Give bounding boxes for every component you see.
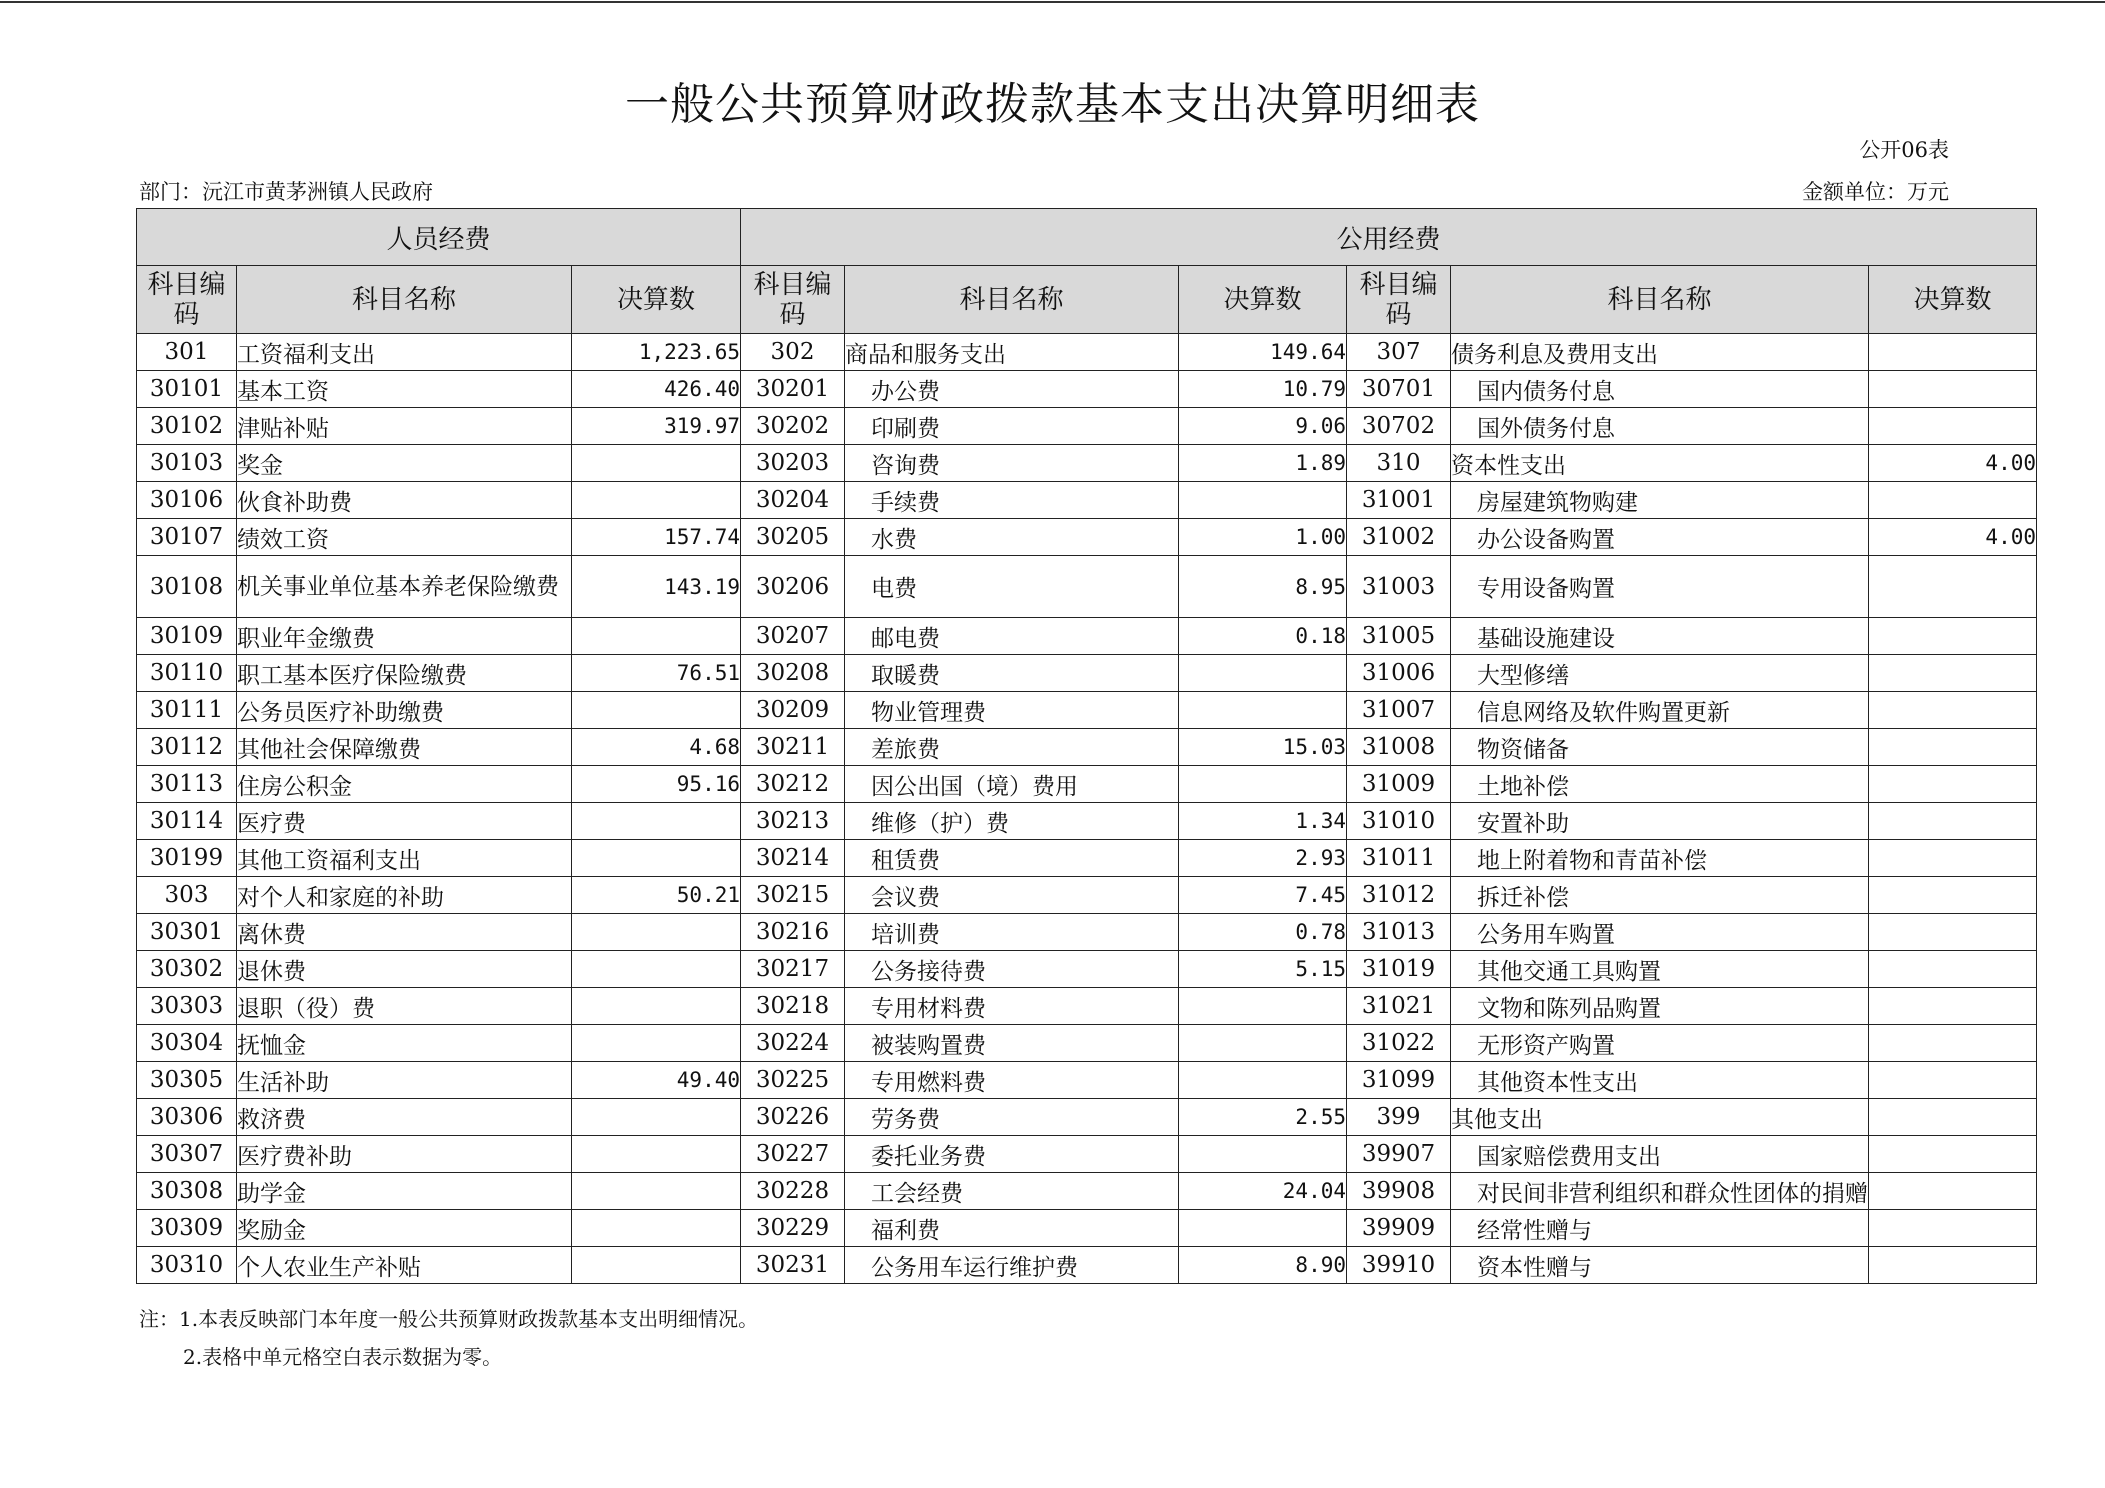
amount-cell xyxy=(1869,408,2037,445)
subject-name-cell: 医疗费补助 xyxy=(237,1136,572,1173)
subject-name-cell: 房屋建筑物购建 xyxy=(1451,482,1869,519)
amount-cell: 1.34 xyxy=(1179,803,1347,840)
amount-cell xyxy=(1179,1136,1347,1173)
amount-cell xyxy=(1869,655,2037,692)
amount-cell xyxy=(572,1136,741,1173)
amount-cell xyxy=(1179,692,1347,729)
subject-code-cell: 31006 xyxy=(1347,655,1451,692)
table-row xyxy=(137,766,2037,803)
subject-name-cell: 公务接待费 xyxy=(845,951,1179,988)
subject-code-cell: 30309 xyxy=(137,1210,237,1247)
subject-code-cell: 30211 xyxy=(741,729,845,766)
amount-cell xyxy=(572,803,741,840)
subject-name-cell: 安置补助 xyxy=(1451,803,1869,840)
amount-cell xyxy=(1869,556,2037,618)
subject-name-cell: 工会经费 xyxy=(845,1173,1179,1210)
subject-code-cell: 30205 xyxy=(741,519,845,556)
subject-name-cell: 工资福利支出 xyxy=(237,334,572,371)
subject-code-cell: 31012 xyxy=(1347,877,1451,914)
subject-name-cell: 机关事业单位基本养老保险缴费 xyxy=(237,556,572,618)
amount-cell xyxy=(572,618,741,655)
subject-name-cell: 公务员医疗补助缴费 xyxy=(237,692,572,729)
subject-code-cell: 30207 xyxy=(741,618,845,655)
subject-code-cell: 30307 xyxy=(137,1136,237,1173)
subject-name-cell: 其他工资福利支出 xyxy=(237,840,572,877)
subject-code-cell: 30103 xyxy=(137,445,237,482)
amount-cell xyxy=(1869,1173,2037,1210)
table-row xyxy=(137,1210,2037,1247)
subject-code-cell: 399 xyxy=(1347,1099,1451,1136)
amount-cell xyxy=(572,988,741,1025)
subject-name-cell: 经常性赠与 xyxy=(1451,1210,1869,1247)
amount-cell xyxy=(1869,766,2037,803)
amount-cell xyxy=(1869,1136,2037,1173)
amount-cell: 4.00 xyxy=(1869,519,2037,556)
subject-name-cell: 会议费 xyxy=(845,877,1179,914)
subject-code-cell: 31010 xyxy=(1347,803,1451,840)
section-header-public: 公用经费 xyxy=(741,209,2037,266)
subject-name-cell: 住房公积金 xyxy=(237,766,572,803)
amount-cell: 15.03 xyxy=(1179,729,1347,766)
table-row xyxy=(137,988,2037,1025)
column-header-amount: 决算数 xyxy=(1179,266,1347,334)
amount-cell xyxy=(1869,1062,2037,1099)
subject-code-cell: 30114 xyxy=(137,803,237,840)
table-row xyxy=(137,692,2037,729)
table-row xyxy=(137,1099,2037,1136)
subject-code-cell: 39907 xyxy=(1347,1136,1451,1173)
subject-code-cell: 30302 xyxy=(137,951,237,988)
subject-name-cell: 专用材料费 xyxy=(845,988,1179,1025)
subject-name-cell: 水费 xyxy=(845,519,1179,556)
amount-cell xyxy=(572,692,741,729)
subject-name-cell: 地上附着物和青苗补偿 xyxy=(1451,840,1869,877)
amount-cell xyxy=(1869,729,2037,766)
subject-name-cell: 委托业务费 xyxy=(845,1136,1179,1173)
subject-code-cell: 31021 xyxy=(1347,988,1451,1025)
subject-name-cell: 职业年金缴费 xyxy=(237,618,572,655)
amount-cell: 9.06 xyxy=(1179,408,1347,445)
subject-name-cell: 文物和陈列品购置 xyxy=(1451,988,1869,1025)
table-row xyxy=(137,482,2037,519)
subject-code-cell: 30214 xyxy=(741,840,845,877)
amount-cell xyxy=(572,1173,741,1210)
column-header-amount: 决算数 xyxy=(1869,266,2037,334)
amount-cell xyxy=(1869,1099,2037,1136)
subject-code-cell: 31008 xyxy=(1347,729,1451,766)
amount-cell xyxy=(572,951,741,988)
amount-unit-label: 金额单位：万元 xyxy=(1802,180,1949,204)
subject-name-cell: 基本工资 xyxy=(237,371,572,408)
amount-cell xyxy=(1179,1062,1347,1099)
subject-code-cell: 31009 xyxy=(1347,766,1451,803)
subject-code-cell: 30107 xyxy=(137,519,237,556)
subject-name-cell: 其他交通工具购置 xyxy=(1451,951,1869,988)
subject-code-cell: 30106 xyxy=(137,482,237,519)
subject-name-cell: 专用燃料费 xyxy=(845,1062,1179,1099)
subject-code-cell: 30209 xyxy=(741,692,845,729)
subject-name-cell: 其他资本性支出 xyxy=(1451,1062,1869,1099)
subject-name-cell: 津贴补贴 xyxy=(237,408,572,445)
note-line: 2.表格中单元格空白表示数据为零。 xyxy=(183,1345,503,1369)
subject-name-cell: 抚恤金 xyxy=(237,1025,572,1062)
subject-code-cell: 31002 xyxy=(1347,519,1451,556)
amount-cell xyxy=(572,1099,741,1136)
amount-cell xyxy=(1869,840,2037,877)
subject-code-cell: 31022 xyxy=(1347,1025,1451,1062)
table-notes xyxy=(139,1300,758,1376)
subject-code-cell: 30109 xyxy=(137,618,237,655)
subject-name-cell: 邮电费 xyxy=(845,618,1179,655)
amount-cell: 2.55 xyxy=(1179,1099,1347,1136)
subject-code-cell: 30203 xyxy=(741,445,845,482)
amount-cell xyxy=(1869,803,2037,840)
subject-name-cell: 印刷费 xyxy=(845,408,1179,445)
subject-code-cell: 30306 xyxy=(137,1099,237,1136)
amount-cell xyxy=(572,1025,741,1062)
subject-code-cell: 302 xyxy=(741,334,845,371)
subject-name-cell: 伙食补助费 xyxy=(237,482,572,519)
amount-cell xyxy=(1179,766,1347,803)
subject-name-cell: 因公出国（境）费用 xyxy=(845,766,1179,803)
subject-code-cell: 30112 xyxy=(137,729,237,766)
amount-cell: 0.78 xyxy=(1179,914,1347,951)
amount-cell xyxy=(1869,1025,2037,1062)
subject-code-cell: 30231 xyxy=(741,1247,845,1284)
subject-code-cell: 303 xyxy=(137,877,237,914)
table-row xyxy=(137,877,2037,914)
subject-code-cell: 30110 xyxy=(137,655,237,692)
subject-code-cell: 310 xyxy=(1347,445,1451,482)
subject-name-cell: 绩效工资 xyxy=(237,519,572,556)
subject-name-cell: 生活补助 xyxy=(237,1062,572,1099)
subject-name-cell: 办公费 xyxy=(845,371,1179,408)
subject-code-cell: 30208 xyxy=(741,655,845,692)
subject-name-cell: 租赁费 xyxy=(845,840,1179,877)
subject-name-cell: 奖金 xyxy=(237,445,572,482)
amount-cell: 4.00 xyxy=(1869,445,2037,482)
subject-code-cell: 301 xyxy=(137,334,237,371)
amount-cell: 95.16 xyxy=(572,766,741,803)
subject-name-cell: 基础设施建设 xyxy=(1451,618,1869,655)
subject-name-cell: 手续费 xyxy=(845,482,1179,519)
subject-code-cell: 31001 xyxy=(1347,482,1451,519)
amount-cell xyxy=(572,482,741,519)
subject-code-cell: 30102 xyxy=(137,408,237,445)
subject-name-cell: 个人农业生产补贴 xyxy=(237,1247,572,1284)
amount-cell xyxy=(1179,655,1347,692)
subject-name-cell: 国家赔偿费用支出 xyxy=(1451,1136,1869,1173)
subject-name-cell: 福利费 xyxy=(845,1210,1179,1247)
form-code: 公开06表 xyxy=(1859,138,1949,162)
table-row xyxy=(137,803,2037,840)
expenditure-detail-table xyxy=(136,208,2037,1284)
amount-cell: 1.00 xyxy=(1179,519,1347,556)
subject-name-cell: 咨询费 xyxy=(845,445,1179,482)
amount-cell: 157.74 xyxy=(572,519,741,556)
amount-cell xyxy=(1869,988,2037,1025)
subject-code-cell: 30213 xyxy=(741,803,845,840)
amount-cell xyxy=(1179,1210,1347,1247)
table-row xyxy=(137,914,2037,951)
amount-cell: 1,223.65 xyxy=(572,334,741,371)
column-header-code: 科目编码 xyxy=(1347,266,1451,334)
subject-code-cell: 307 xyxy=(1347,334,1451,371)
amount-cell xyxy=(1869,371,2037,408)
subject-code-cell: 30227 xyxy=(741,1136,845,1173)
amount-cell: 143.19 xyxy=(572,556,741,618)
amount-cell xyxy=(1869,692,2037,729)
subject-code-cell: 30204 xyxy=(741,482,845,519)
amount-cell: 8.90 xyxy=(1179,1247,1347,1284)
subject-code-cell: 31019 xyxy=(1347,951,1451,988)
amount-cell: 149.64 xyxy=(1179,334,1347,371)
amount-cell xyxy=(1869,951,2037,988)
amount-cell: 426.40 xyxy=(572,371,741,408)
amount-cell: 0.18 xyxy=(1179,618,1347,655)
subject-name-cell: 电费 xyxy=(845,556,1179,618)
subject-code-cell: 30218 xyxy=(741,988,845,1025)
table-row xyxy=(137,408,2037,445)
table-row xyxy=(137,1173,2037,1210)
subject-code-cell: 39909 xyxy=(1347,1210,1451,1247)
subject-code-cell: 30212 xyxy=(741,766,845,803)
amount-cell xyxy=(1869,618,2037,655)
subject-name-cell: 债务利息及费用支出 xyxy=(1451,334,1869,371)
subject-code-cell: 30111 xyxy=(137,692,237,729)
subject-name-cell: 办公设备购置 xyxy=(1451,519,1869,556)
subject-code-cell: 30101 xyxy=(137,371,237,408)
amount-cell: 49.40 xyxy=(572,1062,741,1099)
amount-cell: 10.79 xyxy=(1179,371,1347,408)
subject-code-cell: 31005 xyxy=(1347,618,1451,655)
table-row xyxy=(137,1247,2037,1284)
subject-code-cell: 31099 xyxy=(1347,1062,1451,1099)
subject-name-cell: 其他社会保障缴费 xyxy=(237,729,572,766)
subject-code-cell: 30108 xyxy=(137,556,237,618)
report-title: 一般公共预算财政拨款基本支出决算明细表 xyxy=(625,79,1480,130)
subject-code-cell: 39908 xyxy=(1347,1173,1451,1210)
table-row xyxy=(137,1025,2037,1062)
column-header-name: 科目名称 xyxy=(237,266,572,334)
subject-code-cell: 30702 xyxy=(1347,408,1451,445)
subject-code-cell: 30305 xyxy=(137,1062,237,1099)
subject-name-cell: 对民间非营利组织和群众性团体的捐赠 xyxy=(1451,1173,1869,1210)
note-line: 注：1.本表反映部门本年度一般公共预算财政拨款基本支出明细情况。 xyxy=(139,1307,759,1331)
subject-name-cell: 物业管理费 xyxy=(845,692,1179,729)
amount-cell xyxy=(572,840,741,877)
amount-cell xyxy=(1869,482,2037,519)
amount-cell xyxy=(572,1210,741,1247)
subject-code-cell: 31003 xyxy=(1347,556,1451,618)
amount-cell xyxy=(1869,1210,2037,1247)
amount-cell: 4.68 xyxy=(572,729,741,766)
subject-code-cell: 30701 xyxy=(1347,371,1451,408)
table-row xyxy=(137,556,2037,618)
subject-code-cell: 30215 xyxy=(741,877,845,914)
subject-name-cell: 土地补偿 xyxy=(1451,766,1869,803)
subject-name-cell: 被装购置费 xyxy=(845,1025,1179,1062)
subject-name-cell: 国外债务付息 xyxy=(1451,408,1869,445)
subject-code-cell: 30303 xyxy=(137,988,237,1025)
subject-name-cell: 差旅费 xyxy=(845,729,1179,766)
subject-name-cell: 职工基本医疗保险缴费 xyxy=(237,655,572,692)
subject-name-cell: 退职（役）费 xyxy=(237,988,572,1025)
amount-cell xyxy=(572,914,741,951)
subject-code-cell: 30225 xyxy=(741,1062,845,1099)
table-row xyxy=(137,618,2037,655)
subject-code-cell: 30229 xyxy=(741,1210,845,1247)
amount-cell: 5.15 xyxy=(1179,951,1347,988)
amount-cell: 7.45 xyxy=(1179,877,1347,914)
column-header-name: 科目名称 xyxy=(845,266,1179,334)
amount-cell xyxy=(1179,482,1347,519)
amount-cell xyxy=(1869,877,2037,914)
subject-name-cell: 其他支出 xyxy=(1451,1099,1869,1136)
table-body xyxy=(137,334,2037,1284)
subject-name-cell: 奖励金 xyxy=(237,1210,572,1247)
subject-code-cell: 30226 xyxy=(741,1099,845,1136)
subject-code-cell: 30224 xyxy=(741,1025,845,1062)
amount-cell: 24.04 xyxy=(1179,1173,1347,1210)
amount-cell xyxy=(572,445,741,482)
table-row xyxy=(137,445,2037,482)
subject-name-cell: 信息网络及软件购置更新 xyxy=(1451,692,1869,729)
table-row xyxy=(137,519,2037,556)
section-header-personnel: 人员经费 xyxy=(137,209,741,266)
subject-name-cell: 专用设备购置 xyxy=(1451,556,1869,618)
column-header-code: 科目编码 xyxy=(741,266,845,334)
table-row xyxy=(137,334,2037,371)
subject-code-cell: 30199 xyxy=(137,840,237,877)
department-label: 部门：沅江市黄茅洲镇人民政府 xyxy=(139,180,433,204)
subject-code-cell: 30202 xyxy=(741,408,845,445)
subject-code-cell: 30228 xyxy=(741,1173,845,1210)
subject-code-cell: 30217 xyxy=(741,951,845,988)
top-border-line xyxy=(0,1,2105,3)
amount-cell xyxy=(1869,334,2037,371)
table-row xyxy=(137,371,2037,408)
table-row xyxy=(137,655,2037,692)
subject-name-cell: 公务用车运行维护费 xyxy=(845,1247,1179,1284)
subject-name-cell: 资本性赠与 xyxy=(1451,1247,1869,1284)
table-row xyxy=(137,1136,2037,1173)
subject-name-cell: 大型修缮 xyxy=(1451,655,1869,692)
subject-name-cell: 救济费 xyxy=(237,1099,572,1136)
subject-name-cell: 物资储备 xyxy=(1451,729,1869,766)
subject-name-cell: 对个人和家庭的补助 xyxy=(237,877,572,914)
subject-code-cell: 31011 xyxy=(1347,840,1451,877)
subject-code-cell: 30206 xyxy=(741,556,845,618)
table-row xyxy=(137,951,2037,988)
amount-cell: 319.97 xyxy=(572,408,741,445)
subject-code-cell: 30304 xyxy=(137,1025,237,1062)
amount-cell: 1.89 xyxy=(1179,445,1347,482)
subject-name-cell: 助学金 xyxy=(237,1173,572,1210)
subject-name-cell: 国内债务付息 xyxy=(1451,371,1869,408)
table-row xyxy=(137,1062,2037,1099)
subject-code-cell: 30113 xyxy=(137,766,237,803)
subject-name-cell: 无形资产购置 xyxy=(1451,1025,1869,1062)
subject-code-cell: 39910 xyxy=(1347,1247,1451,1284)
subject-name-cell: 商品和服务支出 xyxy=(845,334,1179,371)
column-header-code: 科目编码 xyxy=(137,266,237,334)
subject-name-cell: 退休费 xyxy=(237,951,572,988)
subject-name-cell: 公务用车购置 xyxy=(1451,914,1869,951)
subject-code-cell: 30310 xyxy=(137,1247,237,1284)
subject-code-cell: 31007 xyxy=(1347,692,1451,729)
table-row xyxy=(137,729,2037,766)
amount-cell: 50.21 xyxy=(572,877,741,914)
subject-name-cell: 劳务费 xyxy=(845,1099,1179,1136)
amount-cell: 2.93 xyxy=(1179,840,1347,877)
subject-name-cell: 取暖费 xyxy=(845,655,1179,692)
subject-name-cell: 资本性支出 xyxy=(1451,445,1869,482)
amount-cell xyxy=(1179,1025,1347,1062)
column-header-amount: 决算数 xyxy=(572,266,741,334)
amount-cell: 76.51 xyxy=(572,655,741,692)
amount-cell: 8.95 xyxy=(1179,556,1347,618)
subject-name-cell: 培训费 xyxy=(845,914,1179,951)
subject-code-cell: 31013 xyxy=(1347,914,1451,951)
column-header-name: 科目名称 xyxy=(1451,266,1869,334)
table-row xyxy=(137,840,2037,877)
amount-cell xyxy=(1869,1247,2037,1284)
subject-name-cell: 维修（护）费 xyxy=(845,803,1179,840)
subject-code-cell: 30201 xyxy=(741,371,845,408)
subject-code-cell: 30301 xyxy=(137,914,237,951)
subject-name-cell: 拆迁补偿 xyxy=(1451,877,1869,914)
amount-cell xyxy=(572,1247,741,1284)
subject-name-cell: 离休费 xyxy=(237,914,572,951)
subject-name-cell: 医疗费 xyxy=(237,803,572,840)
subject-code-cell: 30308 xyxy=(137,1173,237,1210)
subject-code-cell: 30216 xyxy=(741,914,845,951)
amount-cell xyxy=(1869,914,2037,951)
amount-cell xyxy=(1179,988,1347,1025)
